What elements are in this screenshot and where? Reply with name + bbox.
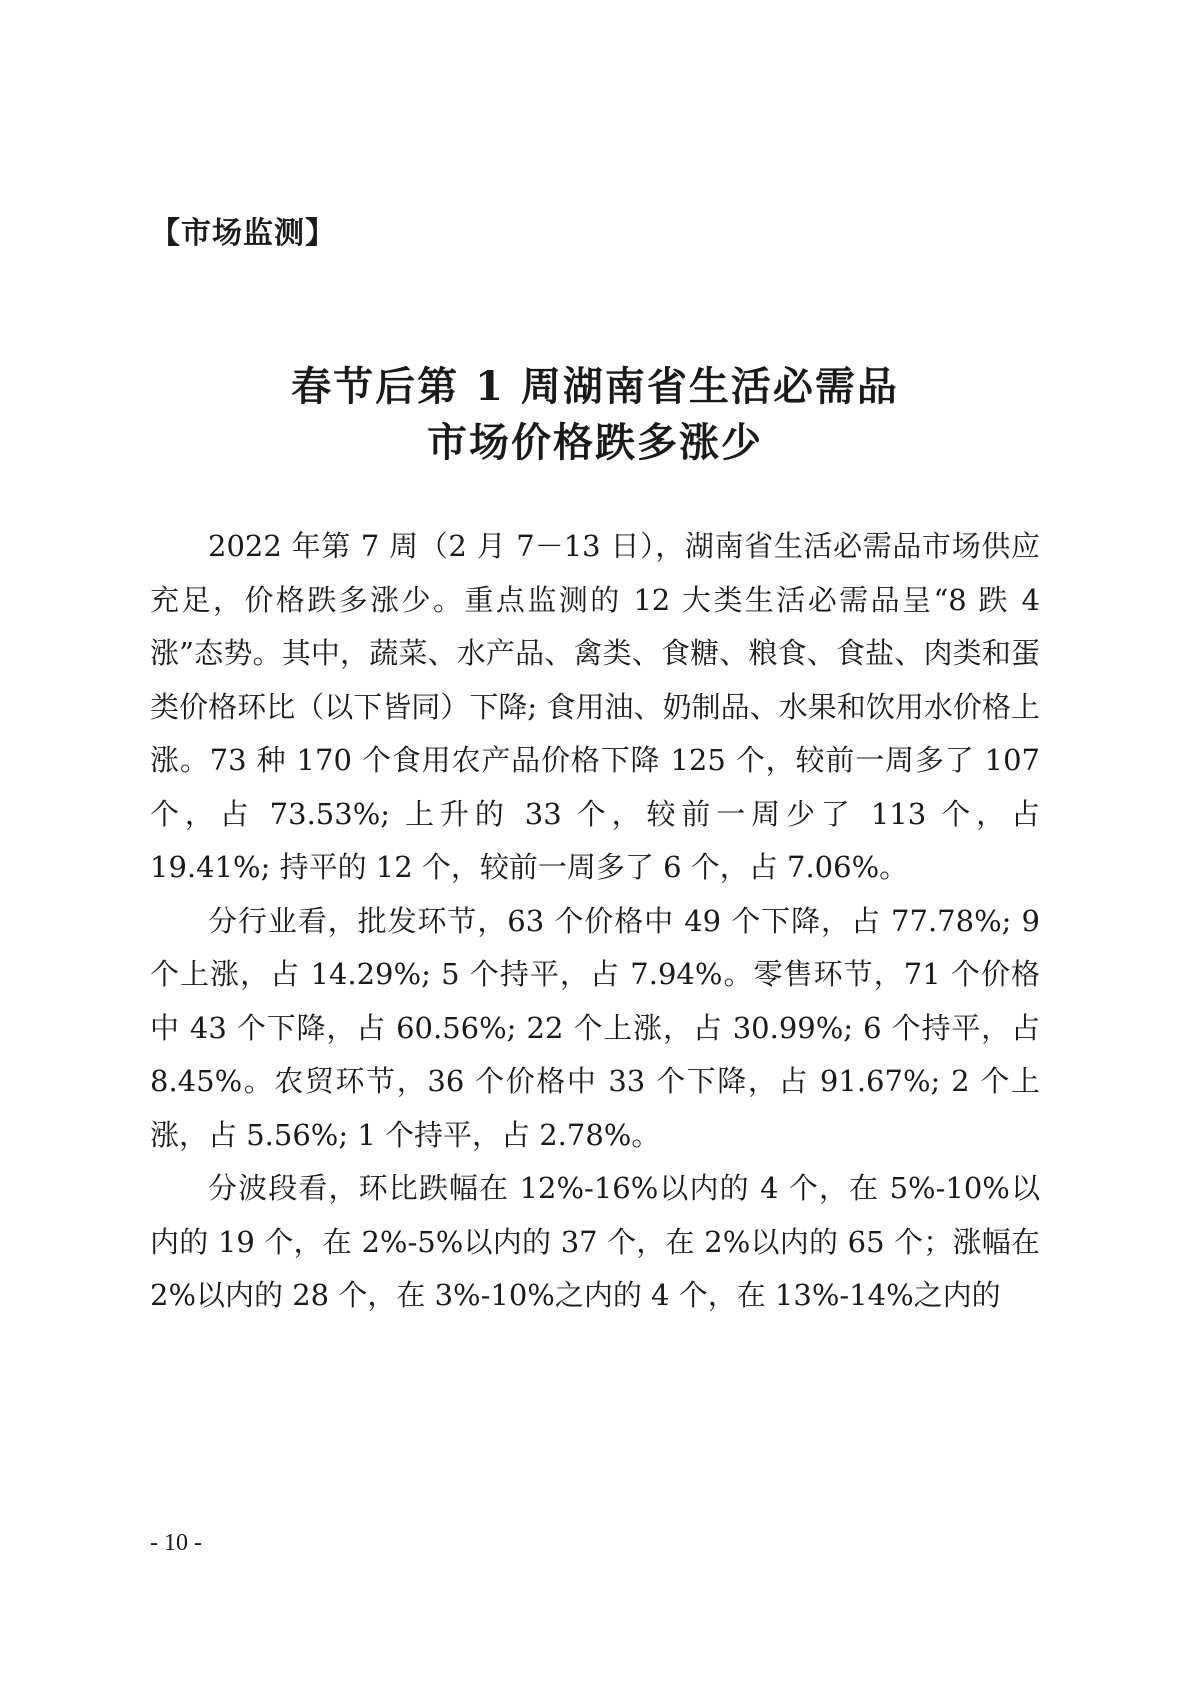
paragraph-1: 2022 年第 7 周（2 月 7－13 日），湖南省生活必需品市场供应充足，价格跌多涨少。重点监测的 12 大类生活必需品呈“8 跌 4 涨”态势。其中，蔬菜、水产品、禽类、食糖、粮食、食盐、肉类和蛋类价格环比（以下皆同）下降; 食用油、奶制品、水果和饮用水价格上涨。73 种 170 个食用农产品价格下降 125 个，较前一周多了 107 个，占 73.53%; 上升的 33 个，较前一周少了 113 个，占 19.41%; 持平的 12 个，较前一周多了 6 个，占 7.06%。 (150, 529, 1040, 884)
article-body (150, 520, 1040, 1323)
paragraph-3: 分波段看，环比跌幅在 12%-16%以内的 4 个，在 5%-10%以内的 19 个，在 2%-5%以内的 37 个，在 2%以内的 65 个；涨幅在 2%以内的 28 个，在 3%-10%之内的 4 个，在 13%-14%之内的 (150, 1171, 1040, 1312)
section-tag: 【市场监测】 (150, 216, 336, 251)
article-title-line-2: 市场价格跌多涨少 (427, 419, 763, 466)
paragraph-2: 分行业看，批发环节，63 个价格中 49 个下降，占 77.78%; 9 个上涨，占 14.29%; 5 个持平，占 7.94%。零售环节，71 个价格中 43 个下降，占 60.56%; 22 个上涨，占 30.99%; 6 个持平，占 8.45%。农贸环节，36 个价格中 33 个下降，占 91.67%; 2 个上涨，占 5.56%; 1 个持平，占 2.78%。 (150, 903, 1040, 1152)
article-title-line-1: 春节后第 1 周湖南省生活必需品 (291, 363, 899, 410)
page-number: - 10 - (150, 1530, 202, 1556)
